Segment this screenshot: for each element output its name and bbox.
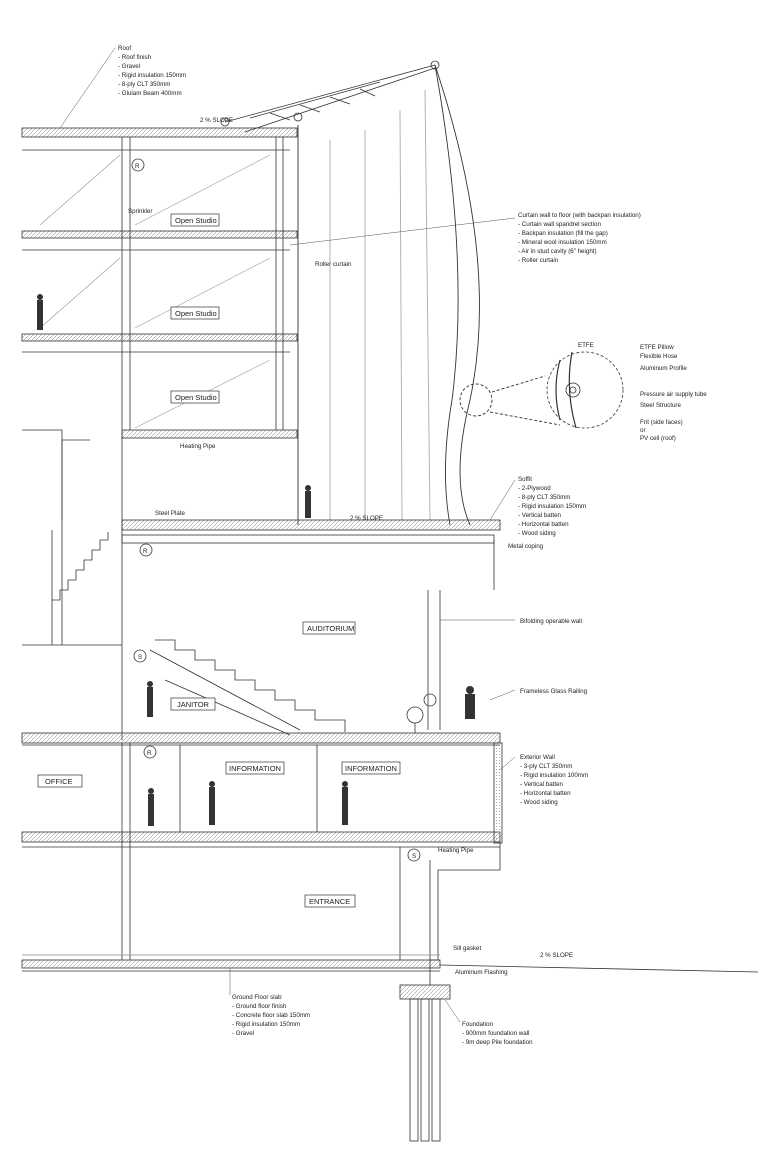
- note-foundation: Foundation - 900mm foundation wall - 9m deep Pile foundation: [462, 1021, 533, 1046]
- symbol-r-3: R: [147, 750, 152, 757]
- label-slope-roof: 2 % SLOPE: [200, 117, 234, 124]
- room-open-studio-1: Open Studio: [175, 216, 217, 225]
- deck-slab: [122, 520, 500, 530]
- etfe-detail: [547, 352, 623, 428]
- roof-slab: [22, 128, 297, 137]
- auditorium-soffit: [122, 535, 494, 543]
- people: [37, 294, 475, 826]
- symbol-r-1: R: [135, 163, 140, 170]
- roof-truss: [221, 61, 439, 132]
- symbol-s-2: S: [412, 853, 417, 860]
- note-etfe-title: ETFE: [578, 342, 594, 349]
- room-office: OFFICE: [45, 777, 73, 786]
- floor-slab-level-1: [22, 832, 500, 842]
- room-information-1: INFORMATION: [229, 764, 281, 773]
- note-bifolding: Bifolding operable wall: [520, 618, 582, 625]
- label-heating-pipe-1: Heating Pipe: [180, 443, 216, 450]
- room-open-studio-2: Open Studio: [175, 309, 217, 318]
- label-sill-gasket: Sill gasket: [453, 945, 482, 952]
- note-soffit: Soffit - 2-Plywood - 8-ply CLT 350mm - Rigid insulation 150mm - Vertical batten - Horizontal batten - Wood siding: [518, 476, 587, 537]
- note-ground-slab: Ground Floor slab - Ground floor finish - Concrete floor slab 150mm - Rigid insulation 150mm - Gravel: [232, 994, 311, 1037]
- room-janitor: JANITOR: [177, 700, 209, 709]
- studio-bracing: [40, 155, 270, 428]
- room-open-studio-3: Open Studio: [175, 393, 217, 402]
- note-etfe: ETFE Pillow Flexible Hose Aluminum Profile Pressure air supply tube Steel Structure Frit (side faces) or PV cell (roof): [640, 344, 707, 442]
- floor-slab-studio-2: [22, 231, 297, 238]
- label-heating-pipe-2: Heating Pipe: [438, 847, 474, 854]
- note-roof: Roof - Roof finish - Gravel - Rigid insulation 150mm - 8-ply CLT 350mm - Glulam Beam 400mm: [118, 45, 187, 97]
- label-slope-ground: 2 % SLOPE: [540, 952, 574, 959]
- room-entrance: ENTRANCE: [309, 897, 351, 906]
- note-exterior-wall: Exterior Wall - 3-ply CLT 350mm - Rigid insulation 100mm - Vertical batten - Horizontal batten - Wood siding: [520, 754, 589, 806]
- symbol-s-1: S: [138, 654, 143, 661]
- ground-slab: [22, 960, 440, 968]
- note-curtain-wall: Curtain wall to floor (with backpan insulation) - Curtain wall spandrel section - Backpan insulation (fill the gap) - Mineral wool insulation 150mm - Air in stud cavity (6" height) - Roller curtain: [518, 212, 641, 264]
- note-frameless: Frameless Glass Railing: [520, 688, 588, 695]
- symbol-r-2: R: [143, 548, 148, 555]
- exterior-wall: [494, 743, 502, 843]
- pile-foundation: [400, 960, 450, 1141]
- auditorium-seating: [150, 640, 345, 735]
- label-slope-deck: 2 % SLOPE: [350, 515, 384, 522]
- drum-kit: [407, 694, 436, 733]
- label-metal-coping: Metal coping: [508, 543, 544, 550]
- floor-slab-level-2: [22, 733, 500, 743]
- studio-bottom-slab: [122, 430, 297, 438]
- room-auditorium: AUDITORIUM: [307, 624, 355, 633]
- room-information-2: INFORMATION: [345, 764, 397, 773]
- label-roller-curtain: Roller curtain: [315, 261, 352, 268]
- stair: [22, 430, 108, 645]
- floor-slab-studio-3: [22, 334, 297, 341]
- label-steel-plate: Steel Plate: [155, 510, 185, 517]
- label-aluminum-flashing: Aluminum Flashing: [455, 969, 508, 976]
- etfe-envelope: [298, 65, 560, 525]
- label-sprinkler: Sprinkler: [128, 208, 153, 215]
